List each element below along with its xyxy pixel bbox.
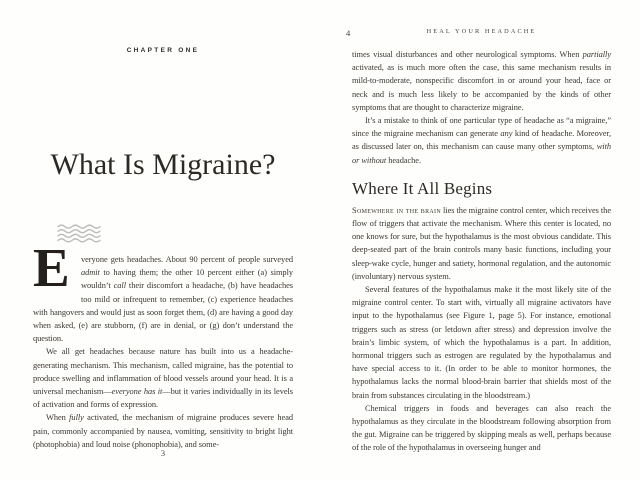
- left-page-body: [33, 224, 293, 451]
- section-heading: Where It All Begins: [352, 178, 493, 198]
- waves-ornament-icon: [57, 224, 293, 248]
- chapter-kicker: CHAPTER ONE: [126, 47, 200, 54]
- paragraph: Several features of the hypothalamus make it the most likely site of the migraine control center. To start with, virtually all migraine activators have input to the hypothalamus (see Figure 1, page 5). For instance, emotional triggers such as stress (or letdown after stress) and depression involve the brain’s limbic system, of which the hypothalamus is a part. In addition, hormonal triggers such as estrogen are regulated by the hypothalamus and have special access to it. (In order to be able to monitor hormones, the hypothalamus lacks the normal blood-brain barrier that shields most of the brain from substances circulating in the bloodstream.): [352, 285, 611, 400]
- drop-cap: E: [33, 237, 70, 298]
- chapter-title: What Is Migraine?: [50, 148, 276, 181]
- right-page-body: [352, 48, 611, 455]
- paragraph: Somewhere in the brain lies the migraine control center, which receives the flow of triggers that activate the mechanism. Where this center is located, no one knows for sure, but the hypothalamus is the most obvious candidate. This deep-seated part of the brain controls many basic functions, including your sleep-wake cycle, hunger and satiety, hormonal regulation, and the autonomic (involuntary) nervous system.: [352, 205, 611, 281]
- left-page: [33, 0, 293, 480]
- running-head-title: HEAL YOUR HEADACHE: [426, 28, 537, 35]
- paragraph: When fully activated, the mechanism of migraine produces severe head pain, commonly accompanied by nausea, vomiting, sensitivity to bright light (photophobia) and loud noise (phonophobia), and some-: [33, 413, 293, 449]
- paragraph: times visual disturbances and other neurological symptoms. When partially activated, as is much more often the case, this same mechanism results in mild-to-moderate, nonspecific discomfort in or around your head, face or neck and is much less likely to be accompanied by the kinds of other symptoms that are thought to characterize migraine.: [352, 50, 611, 112]
- paragraph: We all get headaches because nature has built into us a headache-generating mechanism. This mechanism, called migraine, has the potential to produce swelling and inflammation of blood vessels around your head. It is a universal mechanism—everyone has it—but it varies individually in its levels of activation and forms of expression.: [33, 347, 293, 410]
- opening-paragraph: [33, 253, 293, 345]
- left-page-text: [33, 253, 293, 451]
- left-page-paragraphs: [33, 345, 293, 451]
- right-page-section-paragraphs: [352, 204, 611, 455]
- opening-paragraph-text: veryone gets headaches. About 90 percent of people surveyed admit to having them; the other 10 percent either (a) simply wouldn’t call their discomfort a headache, (b) have headaches too mild or infrequent to remember, (c) experience headaches with hangovers and would just as soon forget them, (d) are having a good day when asked, (e) are stubborn, (f) are in denial, or (g) don’t understand the question.: [33, 255, 293, 344]
- paragraph: Chemical triggers in foods and beverages can also reach the hypothalamus as they circulate in the bloodstream following absorption from the gut. Migraine can be triggered by skipping meals as well, perhaps because of the role of the hypothalamus in overseeing hunger and: [352, 403, 611, 453]
- drop-cap-spacer: [33, 253, 81, 293]
- paragraph: It’s a mistake to think of one particular type of headache as “a migraine,” since the migraine mechanism can generate any kind of headache. Moreover, as discussed later on, this mechanism can cause many other symptoms, with or without headache.: [352, 116, 611, 165]
- right-page-top-paragraphs: [352, 48, 611, 167]
- page-number-left: 3: [160, 448, 166, 458]
- page-number-right: 4: [346, 28, 351, 38]
- running-head: [346, 28, 611, 40]
- right-page: [346, 0, 611, 480]
